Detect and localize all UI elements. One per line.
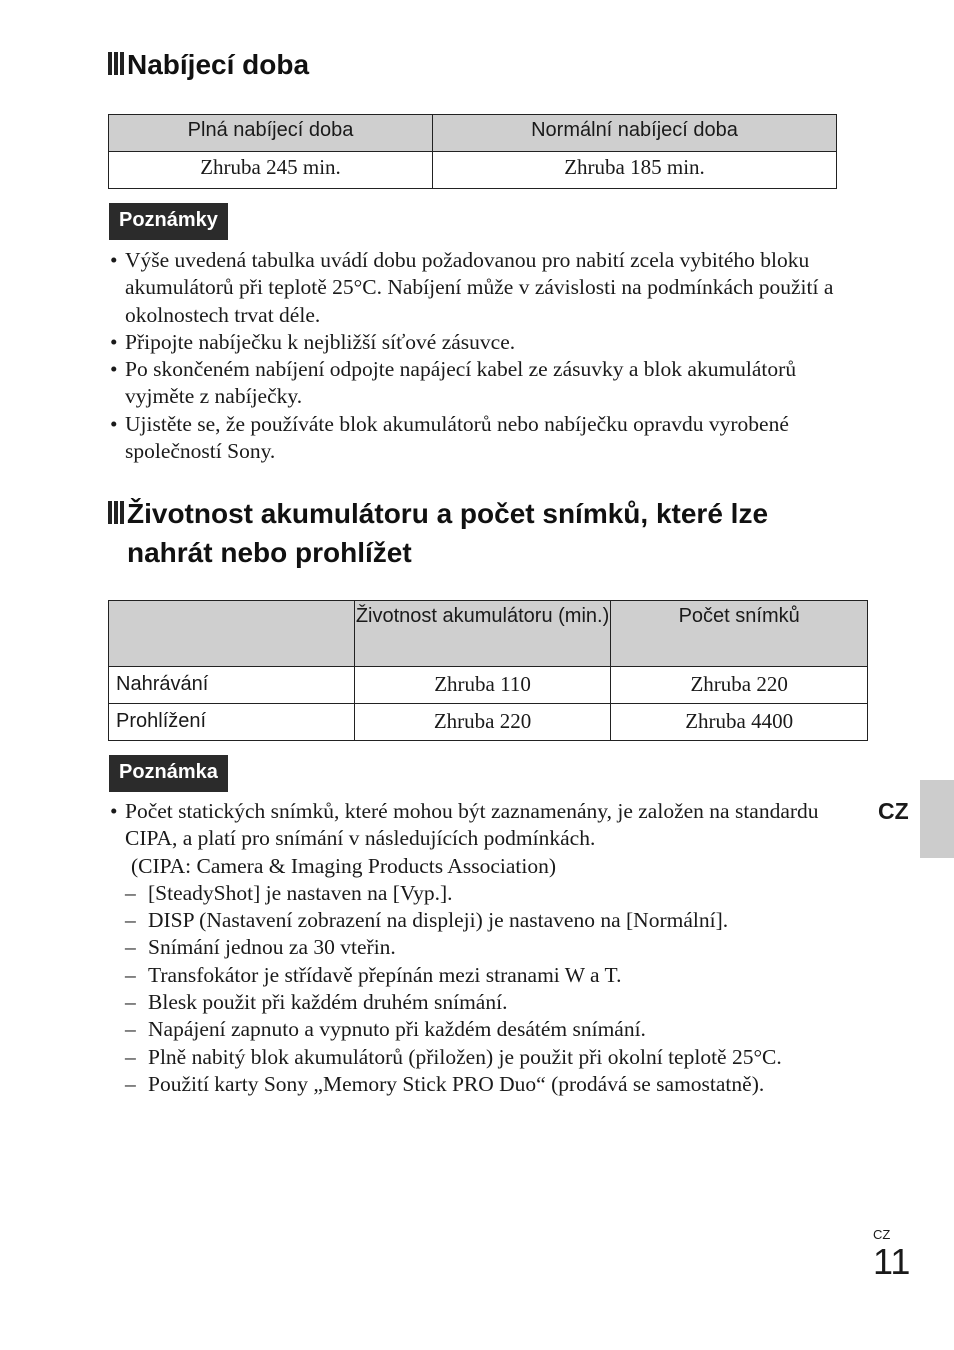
table-cell: Zhruba 220 [611, 667, 868, 704]
table-header-cell: Normální nabíjecí doba [433, 115, 837, 152]
table-row [109, 667, 868, 704]
list-item [108, 798, 868, 1098]
condition-text: Napájení zapnuto a vypnuto při každém desátém snímání. [148, 1017, 646, 1042]
list-item: • Ujistěte se, že používáte blok akumulátorů nebo nabíječku opravdu vyrobené společností Sony. [108, 411, 868, 466]
notes-list [108, 247, 868, 465]
condition-item [108, 1044, 868, 1071]
condition-item [108, 907, 868, 934]
table-cell: Zhruba 110 [354, 667, 611, 704]
condition-text: Použití karty Sony „Memory Stick PRO Duo“ (prodává se samostatně). [148, 1071, 765, 1096]
heading-marker-icon [108, 52, 124, 75]
notes-badge: Poznámky [109, 203, 228, 240]
page-language: CZ [873, 1227, 891, 1242]
page-number: 11 [873, 1241, 911, 1282]
charging-time-table [108, 114, 837, 189]
language-side-tab [920, 780, 954, 858]
table-header-cell: Počet snímků [611, 601, 868, 667]
list-item: • Výše uvedená tabulka uvádí dobu požadovanou pro nabití zcela vybitého bloku akumulátorů při teplotě 25°C. Nabíjení může v závislosti na podmínkách použití a okolnostech trvat déle. [108, 247, 868, 329]
condition-text: [SteadyShot] je nastaven na [Vyp.]. [148, 880, 453, 905]
heading-text: Životnost akumulátoru a počet snímků, které lze nahrát nebo prohlížet [127, 498, 769, 568]
note-list [108, 798, 868, 1098]
condition-text: Plně nabitý blok akumulátorů (přiložen) je použit při okolní teplotě 25°C. [148, 1044, 782, 1069]
table-cell: Zhruba 220 [354, 704, 611, 741]
condition-text: DISP (Nastavení zobrazení na displeji) je nastaveno na [Normální]. [148, 908, 729, 933]
language-label: CZ [878, 798, 909, 824]
condition-item [108, 1071, 868, 1098]
table-row [109, 704, 868, 741]
table-header-cell: Plná nabíjecí doba [109, 115, 433, 152]
note-main-text: Počet statických snímků, které mohou být zaznamenány, je založen na standardu CIPA, a platí pro snímání v následujících podmínkách. [125, 799, 819, 851]
conditions-list [125, 880, 868, 1098]
table-cell: Zhruba 245 min. [109, 152, 433, 189]
section-heading-charging-time [108, 45, 309, 84]
list-item: • Po skončeném nabíjení odpojte napájecí kabel ze zásuvky a blok akumulátorů vyjměte z nabíječky. [108, 356, 868, 411]
note-sub-text: (CIPA: Camera & Imaging Products Association) [131, 853, 556, 878]
table-row [109, 152, 837, 189]
section-heading-battery-life [108, 494, 848, 572]
condition-text: Transfokátor je střídavě přepínán mezi stranami W a T. [148, 962, 622, 987]
condition-item [108, 880, 868, 907]
heading-text: Nabíjecí doba [127, 49, 310, 80]
table-row-label: Nahrávání [109, 667, 355, 704]
list-item: • Připojte nabíječku k nejbližší síťové zásuvce. [108, 329, 868, 356]
table-cell: Zhruba 4400 [611, 704, 868, 741]
condition-item [108, 934, 868, 961]
note-badge: Poznámka [109, 755, 228, 792]
condition-text: Blesk použit při každém druhém snímání. [148, 990, 508, 1015]
condition-item [108, 989, 868, 1016]
table-row-label: Prohlížení [109, 704, 355, 741]
heading-marker-icon [108, 501, 124, 524]
battery-life-table [108, 600, 868, 741]
condition-item [108, 1016, 868, 1043]
table-header-cell: Životnost akumulátoru (min.) [354, 601, 611, 667]
table-header-row [109, 601, 868, 667]
condition-item [108, 962, 868, 989]
table-header-cell-empty [109, 601, 355, 667]
table-cell: Zhruba 185 min. [433, 152, 837, 189]
condition-text: Snímání jednou za 30 vteřin. [148, 935, 396, 960]
table-header-row [109, 115, 837, 152]
